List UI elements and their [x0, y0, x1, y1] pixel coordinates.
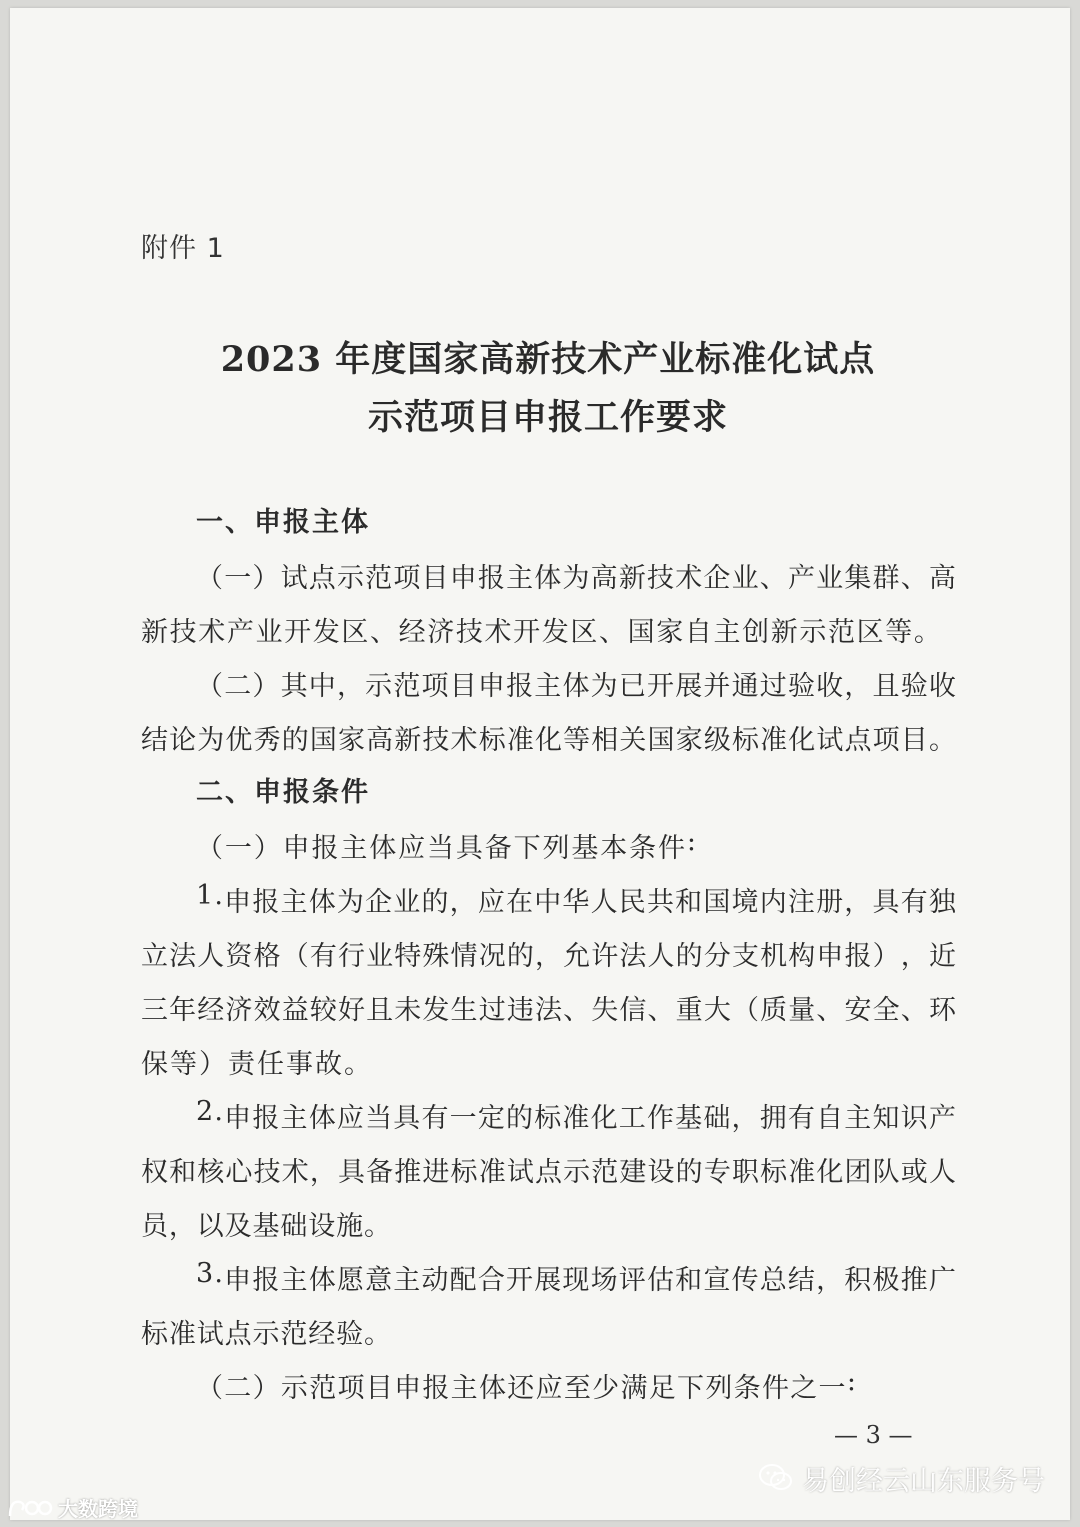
paragraph-line: （ 一 ） 申 报 主 体 应 当 具 备 下 列 基 本 条 件 :: [196, 826, 696, 864]
paragraph-line: 新 技 术 产 业 开 发 区 、 经 济 技 术 开 发 区 、 国 家 自 主 创 新 示 范 区 等 。: [141, 617, 941, 648]
paragraph-line: 权 和 核 心 技 术 ， 具 备 推 进 标 准 试 点 示 范 建 设 的 专 职 标 准 化 团 队 或 人: [141, 1157, 956, 1188]
paragraph-line: 结 论 为 优 秀 的 国 家 高 新 技 术 标 准 化 等 相 关 国 家 级 标 准 化 试 点 项 目 。: [141, 725, 956, 756]
paragraph-line: 三 年 经 济 效 益 较 好 且 未 发 生 过 违 法 、 失 信 、 重 大 （ 质 量 、 安 全 、 环: [141, 995, 956, 1026]
wechat-account-name: 易创经云山东服务号: [802, 1465, 1045, 1497]
paragraph-line: （ 二 ） 示 范 项 目 申 报 主 体 还 应 至 少 满 足 下 列 条 件 之 一 :: [196, 1366, 856, 1404]
paragraph-line: （ 二 ） 其 中 ， 示 范 项 目 申 报 主 体 为 已 开 展 并 通 过 验 收 ， 且 验 收: [196, 671, 956, 702]
paragraph-line: 标 准 试 点 示 范 经 验 。: [141, 1319, 391, 1350]
page-number: — 3 —: [834, 1421, 913, 1449]
brand-watermark: [6, 1493, 138, 1522]
document-title-line-2: 示范项目申报工作要求: [367, 397, 728, 438]
brand-name: 大数跨境: [58, 1497, 138, 1521]
brand-logo-icon: [6, 1496, 54, 1520]
paragraph-line: 立 法 人 资 格 （ 有 行 业 特 殊 情 况 的 ， 允 许 法 人 的 分 支 机 构 申 报 ） ， 近: [141, 941, 956, 972]
document-title-line-1: 2023 年度国家高新技术产业标准化试点: [220, 339, 876, 380]
paragraph-line: 3 . 申 报 主 体 愿 意 主 动 配 合 开 展 现 场 评 估 和 宣 传 总 结 ， 积 极 推 广: [196, 1258, 956, 1296]
section-heading-applicant: 一、申报主体: [196, 507, 370, 538]
wechat-watermark: [758, 1462, 1045, 1497]
paragraph-line: 保 等 ） 责 任 事 故 。: [141, 1049, 371, 1080]
paragraph-line: 2 . 申 报 主 体 应 当 具 有 一 定 的 标 准 化 工 作 基 础 ， 拥 有 自 主 知 识 产: [196, 1096, 956, 1134]
attachment-label: 附件 1: [141, 233, 225, 264]
section-heading-conditions: 二、申报条件: [196, 777, 370, 808]
paragraph-line: （ 一 ） 试 点 示 范 项 目 申 报 主 体 为 高 新 技 术 企 业 、 产 业 集 群 、 高: [196, 563, 956, 594]
paragraph-line: 员 ， 以 及 基 础 设 施 。: [141, 1211, 391, 1242]
paragraph-line: 1 . 申 报 主 体 为 企 业 的 ， 应 在 中 华 人 民 共 和 国 境 内 注 册 ， 具 有 独: [196, 880, 956, 918]
wechat-icon: [758, 1463, 794, 1493]
